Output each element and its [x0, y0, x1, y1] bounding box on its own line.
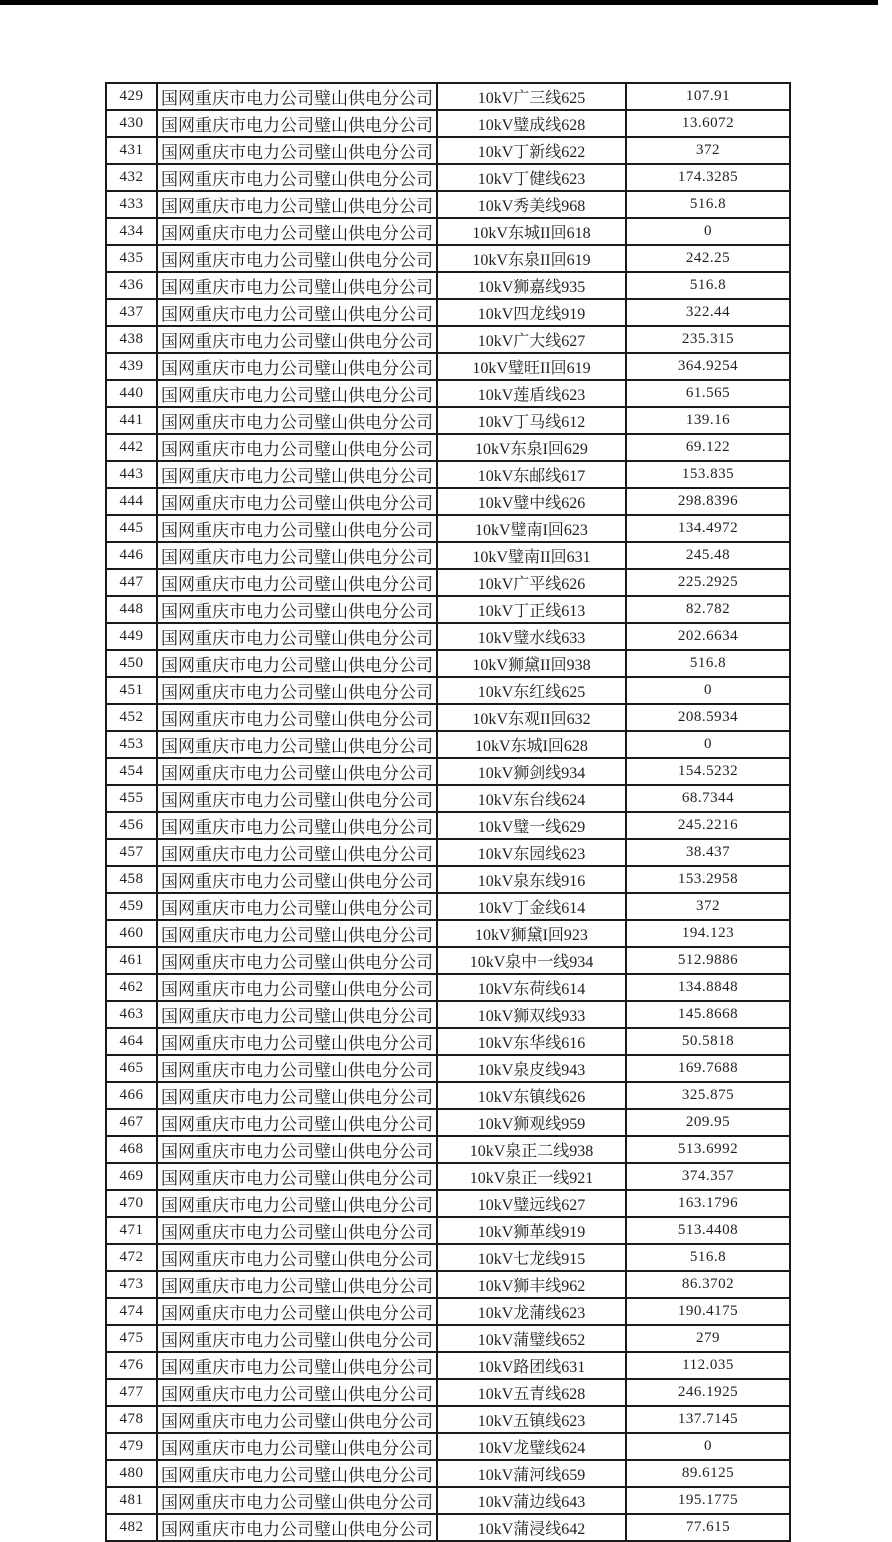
company-name-cell: 国网重庆市电力公司璧山供电分公司 [157, 407, 437, 434]
table-row [106, 758, 790, 785]
value-cell: 153.835 [626, 461, 790, 488]
company-name-cell: 国网重庆市电力公司璧山供电分公司 [157, 623, 437, 650]
value-cell: 372 [626, 137, 790, 164]
row-number-cell: 444 [106, 488, 157, 515]
value-cell: 82.782 [626, 596, 790, 623]
row-number-cell: 438 [106, 326, 157, 353]
line-name-cell: 10kV广三线625 [437, 83, 626, 110]
table-row [106, 650, 790, 677]
row-number-cell: 479 [106, 1433, 157, 1460]
line-name-cell: 10kV莲盾线623 [437, 380, 626, 407]
company-name-cell: 国网重庆市电力公司璧山供电分公司 [157, 704, 437, 731]
table-row [106, 245, 790, 272]
table-row [106, 326, 790, 353]
company-name-cell: 国网重庆市电力公司璧山供电分公司 [157, 1244, 437, 1271]
row-number-cell: 432 [106, 164, 157, 191]
value-cell: 374.357 [626, 1163, 790, 1190]
table-row [106, 110, 790, 137]
row-number-cell: 468 [106, 1136, 157, 1163]
value-cell: 134.8848 [626, 974, 790, 1001]
table-row [106, 920, 790, 947]
line-name-cell: 10kV五青线628 [437, 1379, 626, 1406]
table-row [106, 623, 790, 650]
value-cell: 372 [626, 893, 790, 920]
table-row [106, 1217, 790, 1244]
row-number-cell: 455 [106, 785, 157, 812]
line-name-cell: 10kV泉正一线921 [437, 1163, 626, 1190]
row-number-cell: 448 [106, 596, 157, 623]
row-number-cell: 434 [106, 218, 157, 245]
table-row [106, 1163, 790, 1190]
line-name-cell: 10kV东泉I回629 [437, 434, 626, 461]
table-row [106, 461, 790, 488]
row-number-cell: 478 [106, 1406, 157, 1433]
row-number-cell: 461 [106, 947, 157, 974]
company-name-cell: 国网重庆市电力公司璧山供电分公司 [157, 1163, 437, 1190]
table-row [106, 677, 790, 704]
company-name-cell: 国网重庆市电力公司璧山供电分公司 [157, 677, 437, 704]
company-name-cell: 国网重庆市电力公司璧山供电分公司 [157, 245, 437, 272]
power-line-table [105, 82, 791, 1542]
row-number-cell: 436 [106, 272, 157, 299]
line-name-cell: 10kV东台线624 [437, 785, 626, 812]
value-cell: 246.1925 [626, 1379, 790, 1406]
value-cell: 195.1775 [626, 1487, 790, 1514]
line-name-cell: 10kV广大线627 [437, 326, 626, 353]
line-name-cell: 10kV东华线616 [437, 1028, 626, 1055]
table-row [106, 839, 790, 866]
company-name-cell: 国网重庆市电力公司璧山供电分公司 [157, 920, 437, 947]
row-number-cell: 476 [106, 1352, 157, 1379]
row-number-cell: 435 [106, 245, 157, 272]
company-name-cell: 国网重庆市电力公司璧山供电分公司 [157, 947, 437, 974]
table-row [106, 1055, 790, 1082]
row-number-cell: 451 [106, 677, 157, 704]
company-name-cell: 国网重庆市电力公司璧山供电分公司 [157, 596, 437, 623]
value-cell: 107.91 [626, 83, 790, 110]
company-name-cell: 国网重庆市电力公司璧山供电分公司 [157, 542, 437, 569]
table-row [106, 731, 790, 758]
table-row [106, 812, 790, 839]
company-name-cell: 国网重庆市电力公司璧山供电分公司 [157, 299, 437, 326]
line-name-cell: 10kV璧南I回623 [437, 515, 626, 542]
line-name-cell: 10kV狮双线933 [437, 1001, 626, 1028]
company-name-cell: 国网重庆市电力公司璧山供电分公司 [157, 1514, 437, 1541]
table-row [106, 1136, 790, 1163]
row-number-cell: 440 [106, 380, 157, 407]
row-number-cell: 456 [106, 812, 157, 839]
row-number-cell: 466 [106, 1082, 157, 1109]
row-number-cell: 453 [106, 731, 157, 758]
row-number-cell: 482 [106, 1514, 157, 1541]
table-body [106, 83, 790, 1541]
line-name-cell: 10kV东红线625 [437, 677, 626, 704]
table-row [106, 299, 790, 326]
line-name-cell: 10kV龙璧线624 [437, 1433, 626, 1460]
table-row [106, 1001, 790, 1028]
row-number-cell: 480 [106, 1460, 157, 1487]
company-name-cell: 国网重庆市电力公司璧山供电分公司 [157, 218, 437, 245]
row-number-cell: 467 [106, 1109, 157, 1136]
value-cell: 513.6992 [626, 1136, 790, 1163]
company-name-cell: 国网重庆市电力公司璧山供电分公司 [157, 137, 437, 164]
table-row [106, 1406, 790, 1433]
line-name-cell: 10kV璧远线627 [437, 1190, 626, 1217]
table-row [106, 704, 790, 731]
row-number-cell: 463 [106, 1001, 157, 1028]
row-number-cell: 442 [106, 434, 157, 461]
row-number-cell: 481 [106, 1487, 157, 1514]
line-name-cell: 10kV丁健线623 [437, 164, 626, 191]
row-number-cell: 465 [106, 1055, 157, 1082]
row-number-cell: 433 [106, 191, 157, 218]
line-name-cell: 10kV丁马线612 [437, 407, 626, 434]
value-cell: 174.3285 [626, 164, 790, 191]
row-number-cell: 477 [106, 1379, 157, 1406]
line-name-cell: 10kV路团线631 [437, 1352, 626, 1379]
table-row [106, 947, 790, 974]
value-cell: 235.315 [626, 326, 790, 353]
company-name-cell: 国网重庆市电力公司璧山供电分公司 [157, 110, 437, 137]
company-name-cell: 国网重庆市电力公司璧山供电分公司 [157, 1325, 437, 1352]
table-row [106, 1082, 790, 1109]
line-name-cell: 10kV璧水线633 [437, 623, 626, 650]
table-row [106, 974, 790, 1001]
company-name-cell: 国网重庆市电力公司璧山供电分公司 [157, 326, 437, 353]
row-number-cell: 462 [106, 974, 157, 1001]
line-name-cell: 10kV狮观线959 [437, 1109, 626, 1136]
table-row [106, 434, 790, 461]
table-row [106, 1298, 790, 1325]
table-row [106, 1433, 790, 1460]
line-name-cell: 10kV狮革线919 [437, 1217, 626, 1244]
table-row [106, 1460, 790, 1487]
value-cell: 69.122 [626, 434, 790, 461]
line-name-cell: 10kV璧一线629 [437, 812, 626, 839]
company-name-cell: 国网重庆市电力公司璧山供电分公司 [157, 1379, 437, 1406]
table-row [106, 83, 790, 110]
row-number-cell: 474 [106, 1298, 157, 1325]
line-name-cell: 10kV丁正线613 [437, 596, 626, 623]
line-name-cell: 10kV泉皮线943 [437, 1055, 626, 1082]
value-cell: 137.7145 [626, 1406, 790, 1433]
line-name-cell: 10kV广平线626 [437, 569, 626, 596]
row-number-cell: 450 [106, 650, 157, 677]
company-name-cell: 国网重庆市电力公司璧山供电分公司 [157, 650, 437, 677]
value-cell: 163.1796 [626, 1190, 790, 1217]
row-number-cell: 460 [106, 920, 157, 947]
company-name-cell: 国网重庆市电力公司璧山供电分公司 [157, 839, 437, 866]
company-name-cell: 国网重庆市电力公司璧山供电分公司 [157, 1109, 437, 1136]
company-name-cell: 国网重庆市电力公司璧山供电分公司 [157, 488, 437, 515]
company-name-cell: 国网重庆市电力公司璧山供电分公司 [157, 866, 437, 893]
table-row [106, 785, 790, 812]
value-cell: 50.5818 [626, 1028, 790, 1055]
row-number-cell: 454 [106, 758, 157, 785]
row-number-cell: 429 [106, 83, 157, 110]
value-cell: 13.6072 [626, 110, 790, 137]
line-name-cell: 10kV泉中一线934 [437, 947, 626, 974]
company-name-cell: 国网重庆市电力公司璧山供电分公司 [157, 1487, 437, 1514]
line-name-cell: 10kV东城II回618 [437, 218, 626, 245]
company-name-cell: 国网重庆市电力公司璧山供电分公司 [157, 1406, 437, 1433]
table-row [106, 191, 790, 218]
table-row [106, 353, 790, 380]
table-row [106, 1352, 790, 1379]
company-name-cell: 国网重庆市电力公司璧山供电分公司 [157, 1352, 437, 1379]
value-cell: 154.5232 [626, 758, 790, 785]
company-name-cell: 国网重庆市电力公司璧山供电分公司 [157, 1082, 437, 1109]
table-row [106, 1379, 790, 1406]
company-name-cell: 国网重庆市电力公司璧山供电分公司 [157, 83, 437, 110]
value-cell: 279 [626, 1325, 790, 1352]
value-cell: 86.3702 [626, 1271, 790, 1298]
row-number-cell: 446 [106, 542, 157, 569]
value-cell: 145.8668 [626, 1001, 790, 1028]
line-name-cell: 10kV璧中线626 [437, 488, 626, 515]
company-name-cell: 国网重庆市电力公司璧山供电分公司 [157, 812, 437, 839]
value-cell: 139.16 [626, 407, 790, 434]
line-name-cell: 10kV璧南II回631 [437, 542, 626, 569]
company-name-cell: 国网重庆市电力公司璧山供电分公司 [157, 272, 437, 299]
line-name-cell: 10kV泉正二线938 [437, 1136, 626, 1163]
row-number-cell: 475 [106, 1325, 157, 1352]
line-name-cell: 10kV龙蒲线623 [437, 1298, 626, 1325]
line-name-cell: 10kV东泉II回619 [437, 245, 626, 272]
line-name-cell: 10kV秀美线968 [437, 191, 626, 218]
value-cell: 225.2925 [626, 569, 790, 596]
table-row [106, 1487, 790, 1514]
company-name-cell: 国网重庆市电力公司璧山供电分公司 [157, 380, 437, 407]
row-number-cell: 445 [106, 515, 157, 542]
line-name-cell: 10kV东邮线617 [437, 461, 626, 488]
line-name-cell: 10kV东观II回632 [437, 704, 626, 731]
value-cell: 298.8396 [626, 488, 790, 515]
table-row [106, 1028, 790, 1055]
line-name-cell: 10kV璧成线628 [437, 110, 626, 137]
row-number-cell: 457 [106, 839, 157, 866]
line-name-cell: 10kV蒲浸线642 [437, 1514, 626, 1541]
line-name-cell: 10kV东园线623 [437, 839, 626, 866]
table-row [106, 488, 790, 515]
table-row [106, 893, 790, 920]
value-cell: 0 [626, 731, 790, 758]
row-number-cell: 459 [106, 893, 157, 920]
row-number-cell: 443 [106, 461, 157, 488]
company-name-cell: 国网重庆市电力公司璧山供电分公司 [157, 1028, 437, 1055]
value-cell: 516.8 [626, 272, 790, 299]
line-name-cell: 10kV璧旺II回619 [437, 353, 626, 380]
value-cell: 194.123 [626, 920, 790, 947]
line-name-cell: 10kV泉东线916 [437, 866, 626, 893]
value-cell: 364.9254 [626, 353, 790, 380]
line-name-cell: 10kV七龙线915 [437, 1244, 626, 1271]
company-name-cell: 国网重庆市电力公司璧山供电分公司 [157, 164, 437, 191]
table-row [106, 1271, 790, 1298]
line-name-cell: 10kV四龙线919 [437, 299, 626, 326]
row-number-cell: 473 [106, 1271, 157, 1298]
table-row [106, 272, 790, 299]
line-name-cell: 10kV丁新线622 [437, 137, 626, 164]
table-row [106, 596, 790, 623]
company-name-cell: 国网重庆市电力公司璧山供电分公司 [157, 1433, 437, 1460]
value-cell: 516.8 [626, 650, 790, 677]
company-name-cell: 国网重庆市电力公司璧山供电分公司 [157, 1460, 437, 1487]
line-name-cell: 10kV东城I回628 [437, 731, 626, 758]
row-number-cell: 470 [106, 1190, 157, 1217]
value-cell: 209.95 [626, 1109, 790, 1136]
company-name-cell: 国网重庆市电力公司璧山供电分公司 [157, 1298, 437, 1325]
line-name-cell: 10kV狮丰线962 [437, 1271, 626, 1298]
company-name-cell: 国网重庆市电力公司璧山供电分公司 [157, 974, 437, 1001]
line-name-cell: 10kV丁金线614 [437, 893, 626, 920]
row-number-cell: 431 [106, 137, 157, 164]
value-cell: 153.2958 [626, 866, 790, 893]
table-row [106, 1514, 790, 1541]
row-number-cell: 469 [106, 1163, 157, 1190]
value-cell: 245.48 [626, 542, 790, 569]
company-name-cell: 国网重庆市电力公司璧山供电分公司 [157, 191, 437, 218]
value-cell: 89.6125 [626, 1460, 790, 1487]
value-cell: 516.8 [626, 191, 790, 218]
scan-artifact-top-strip [0, 0, 878, 5]
company-name-cell: 国网重庆市电力公司璧山供电分公司 [157, 1001, 437, 1028]
row-number-cell: 439 [106, 353, 157, 380]
table-row [106, 866, 790, 893]
value-cell: 512.9886 [626, 947, 790, 974]
value-cell: 202.6634 [626, 623, 790, 650]
value-cell: 322.44 [626, 299, 790, 326]
row-number-cell: 458 [106, 866, 157, 893]
row-number-cell: 464 [106, 1028, 157, 1055]
table-row [106, 407, 790, 434]
row-number-cell: 441 [106, 407, 157, 434]
company-name-cell: 国网重庆市电力公司璧山供电分公司 [157, 758, 437, 785]
company-name-cell: 国网重庆市电力公司璧山供电分公司 [157, 353, 437, 380]
company-name-cell: 国网重庆市电力公司璧山供电分公司 [157, 893, 437, 920]
table-row [106, 1190, 790, 1217]
value-cell: 61.565 [626, 380, 790, 407]
line-name-cell: 10kV狮黛II回938 [437, 650, 626, 677]
line-name-cell: 10kV东镇线626 [437, 1082, 626, 1109]
line-name-cell: 10kV狮嘉线935 [437, 272, 626, 299]
value-cell: 0 [626, 677, 790, 704]
value-cell: 0 [626, 218, 790, 245]
value-cell: 0 [626, 1433, 790, 1460]
value-cell: 190.4175 [626, 1298, 790, 1325]
line-name-cell: 10kV蒲璧线652 [437, 1325, 626, 1352]
row-number-cell: 437 [106, 299, 157, 326]
line-name-cell: 10kV狮黛I回923 [437, 920, 626, 947]
value-cell: 245.2216 [626, 812, 790, 839]
company-name-cell: 国网重庆市电力公司璧山供电分公司 [157, 434, 437, 461]
line-name-cell: 10kV狮剑线934 [437, 758, 626, 785]
line-name-cell: 10kV五镇线623 [437, 1406, 626, 1433]
row-number-cell: 447 [106, 569, 157, 596]
value-cell: 169.7688 [626, 1055, 790, 1082]
company-name-cell: 国网重庆市电力公司璧山供电分公司 [157, 1271, 437, 1298]
value-cell: 516.8 [626, 1244, 790, 1271]
value-cell: 134.4972 [626, 515, 790, 542]
row-number-cell: 430 [106, 110, 157, 137]
table-row [106, 1325, 790, 1352]
row-number-cell: 472 [106, 1244, 157, 1271]
company-name-cell: 国网重庆市电力公司璧山供电分公司 [157, 569, 437, 596]
table-row [106, 542, 790, 569]
company-name-cell: 国网重庆市电力公司璧山供电分公司 [157, 515, 437, 542]
value-cell: 325.875 [626, 1082, 790, 1109]
company-name-cell: 国网重庆市电力公司璧山供电分公司 [157, 461, 437, 488]
table-row [106, 1244, 790, 1271]
company-name-cell: 国网重庆市电力公司璧山供电分公司 [157, 731, 437, 758]
table-row [106, 380, 790, 407]
row-number-cell: 449 [106, 623, 157, 650]
company-name-cell: 国网重庆市电力公司璧山供电分公司 [157, 1190, 437, 1217]
company-name-cell: 国网重庆市电力公司璧山供电分公司 [157, 1055, 437, 1082]
company-name-cell: 国网重庆市电力公司璧山供电分公司 [157, 1136, 437, 1163]
row-number-cell: 471 [106, 1217, 157, 1244]
value-cell: 38.437 [626, 839, 790, 866]
value-cell: 242.25 [626, 245, 790, 272]
value-cell: 77.615 [626, 1514, 790, 1541]
company-name-cell: 国网重庆市电力公司璧山供电分公司 [157, 785, 437, 812]
table-row [106, 515, 790, 542]
table-row [106, 164, 790, 191]
line-name-cell: 10kV蒲边线643 [437, 1487, 626, 1514]
line-name-cell: 10kV蒲河线659 [437, 1460, 626, 1487]
row-number-cell: 452 [106, 704, 157, 731]
value-cell: 208.5934 [626, 704, 790, 731]
value-cell: 68.7344 [626, 785, 790, 812]
table-row [106, 218, 790, 245]
line-name-cell: 10kV东荷线614 [437, 974, 626, 1001]
value-cell: 513.4408 [626, 1217, 790, 1244]
company-name-cell: 国网重庆市电力公司璧山供电分公司 [157, 1217, 437, 1244]
table-row [106, 137, 790, 164]
value-cell: 112.035 [626, 1352, 790, 1379]
table-row [106, 1109, 790, 1136]
table-row [106, 569, 790, 596]
